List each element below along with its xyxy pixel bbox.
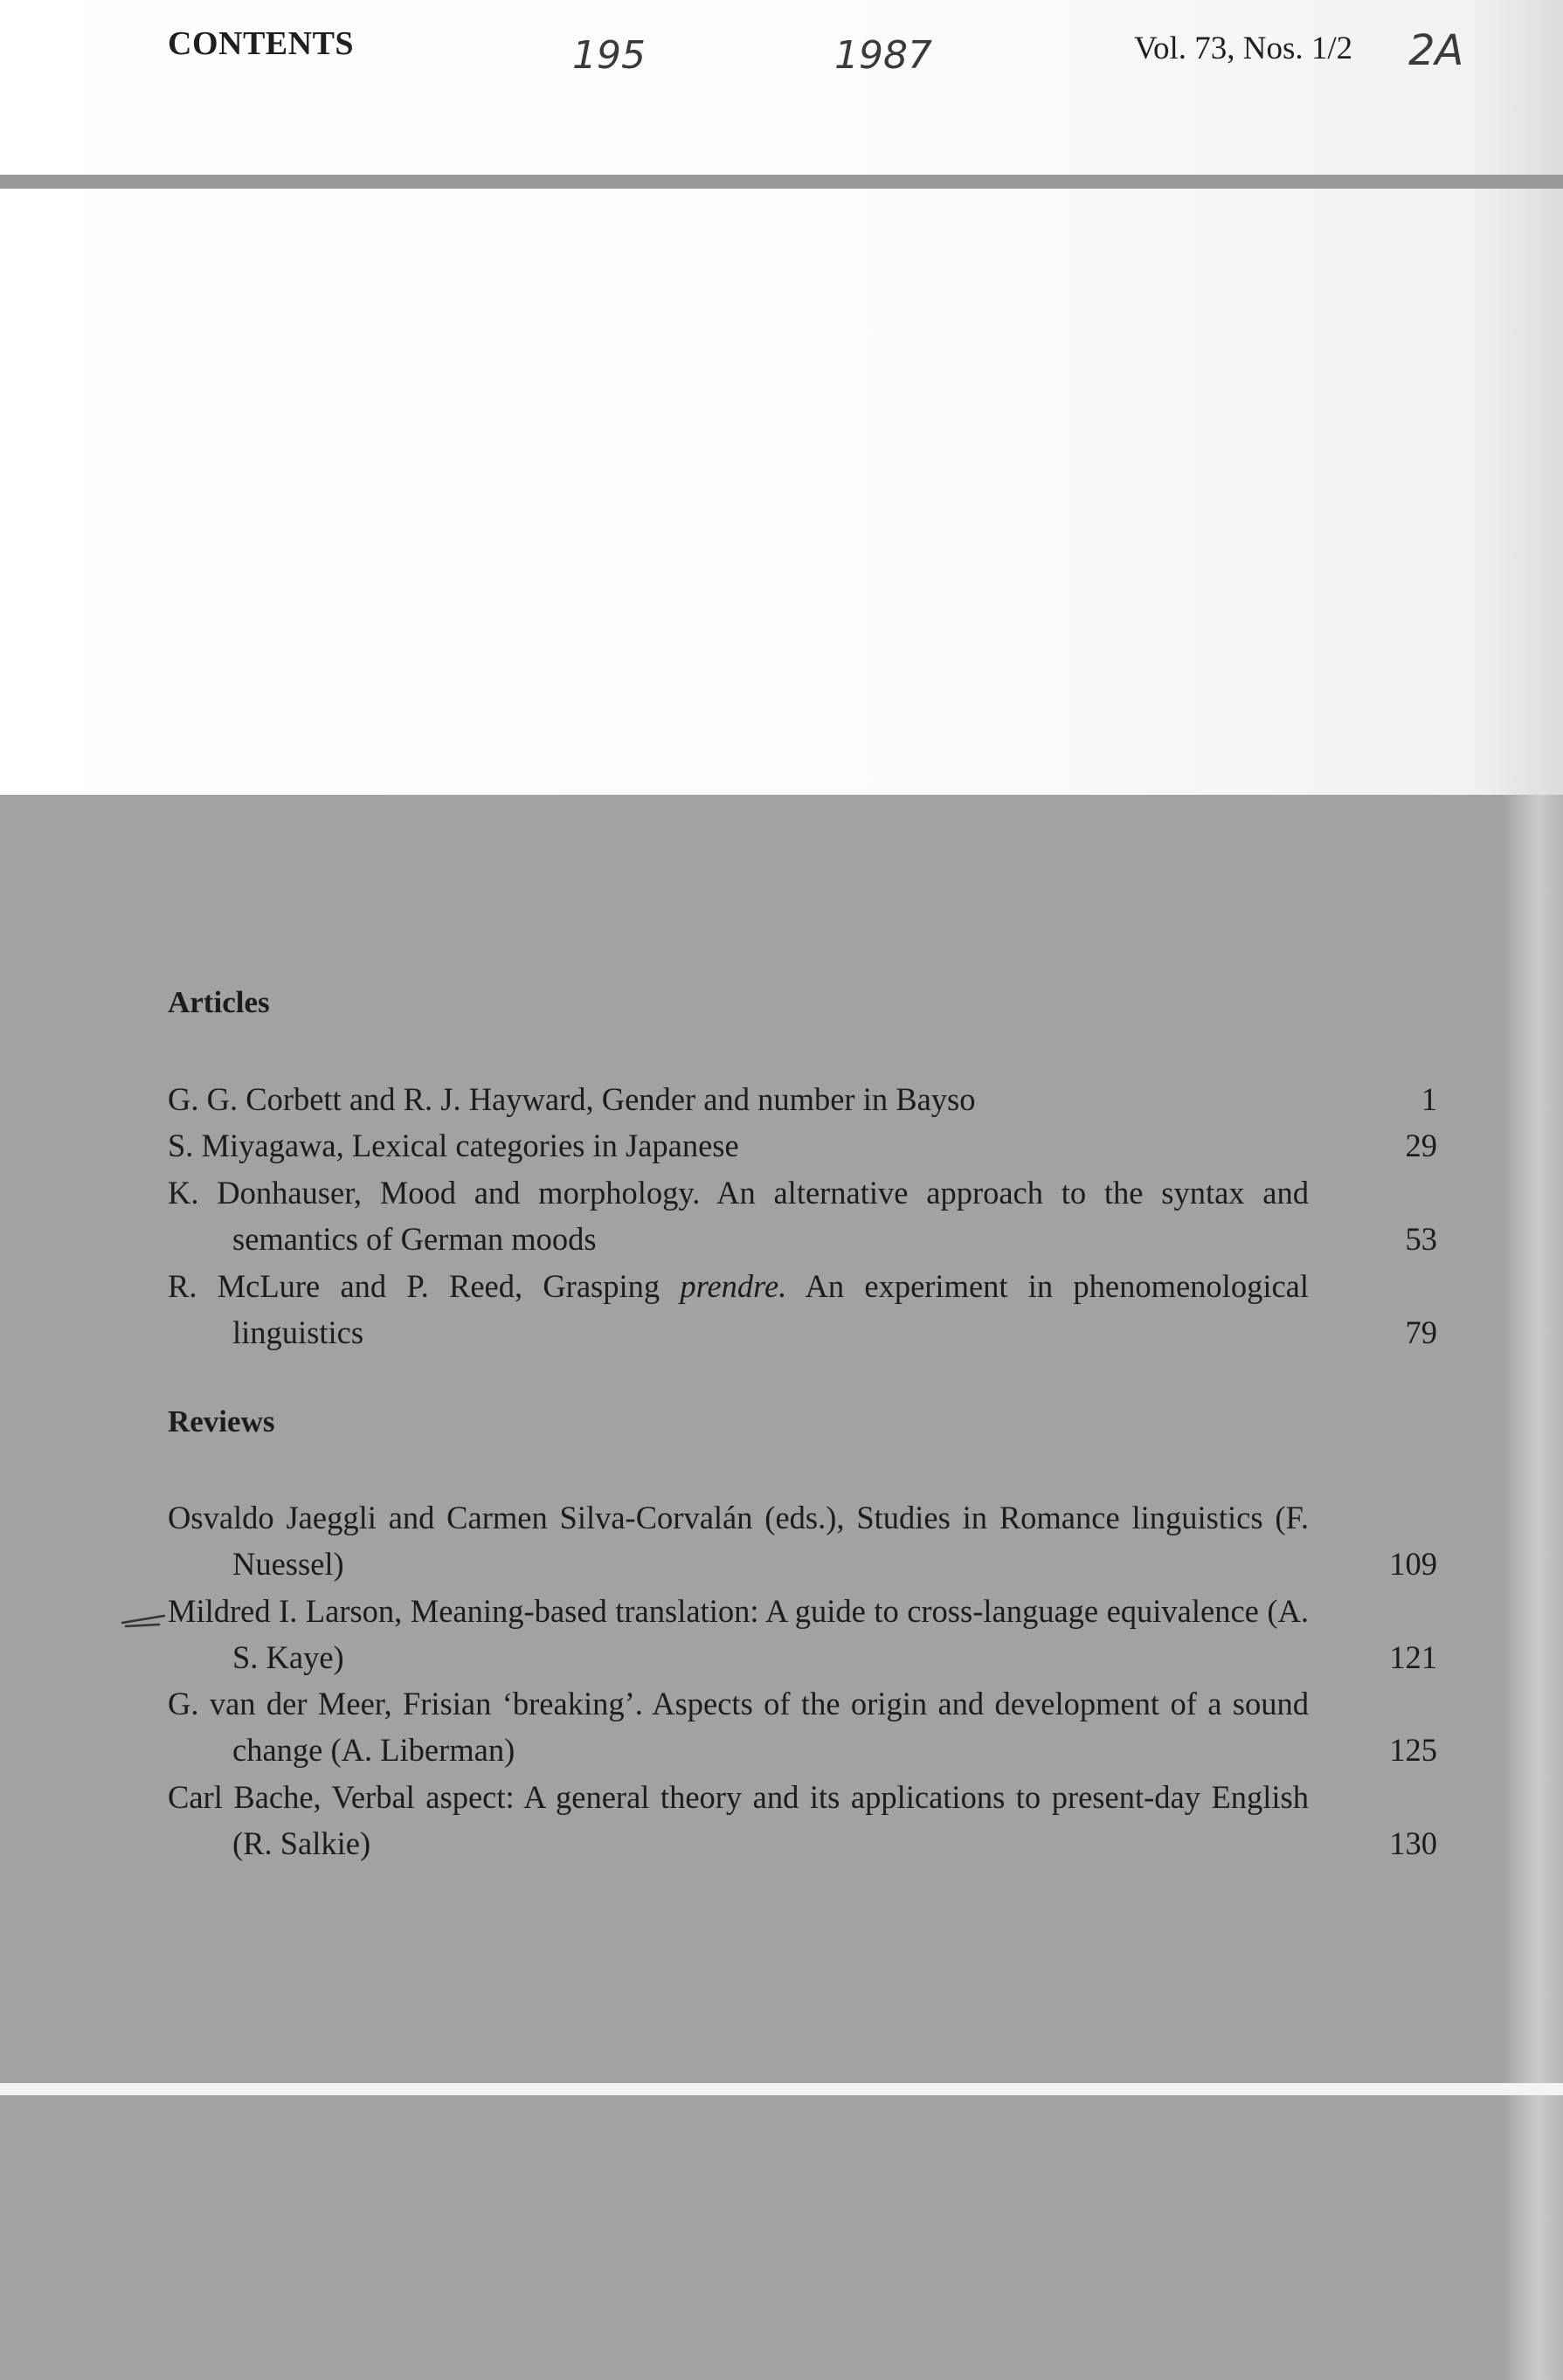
toc-entry-review-1 — [168, 1494, 1437, 1587]
toc-entry-title-emphasis: prendre. — [680, 1268, 787, 1304]
toc-page-number: 29 — [1405, 1128, 1437, 1163]
bottom-divider — [0, 2083, 1563, 2095]
top-white-band — [0, 0, 1563, 795]
handwritten-note-2: 1987 — [834, 33, 932, 78]
toc-entry-title: G. G. Corbett and R. J. Hayward, Gender and number in Bayso — [168, 1081, 976, 1117]
toc-entry-article-3 — [168, 1169, 1437, 1262]
toc-entry-article-4 — [168, 1263, 1437, 1356]
toc-page-number: 109 — [1389, 1546, 1437, 1582]
toc-entry-article-1 — [168, 1076, 1437, 1122]
toc-entry-title: K. Donhauser, Mood and morphology. An alternative approach to the syntax and semantics of German moods — [168, 1175, 1309, 1257]
toc-entry-title-end: An experiment in phenomenological linguistics — [232, 1268, 1309, 1350]
toc-entry-review-3 — [168, 1680, 1437, 1773]
toc-entry-article-2 — [168, 1122, 1437, 1169]
page-edge-shadow — [1502, 795, 1563, 2380]
volume-label: Vol. 73, Nos. 1/2 — [1134, 31, 1353, 66]
toc-page-number: 79 — [1405, 1314, 1437, 1350]
section-heading-reviews: Reviews — [168, 1404, 275, 1438]
toc-page-number: 130 — [1389, 1825, 1437, 1861]
toc-page-number: 125 — [1389, 1732, 1437, 1768]
toc-entry-title-start: R. McLure and P. Reed, Grasping — [168, 1268, 681, 1304]
toc-entry-title: Mildred I. Larson, Meaning-based translation: A guide to cross-language equivalence (A. S. Kaye) — [168, 1593, 1309, 1675]
handwritten-note-3: 2A — [1408, 26, 1464, 75]
page-title: CONTENTS — [168, 25, 355, 62]
toc-entry-title: G. van der Meer, Frisian ‘breaking’. Aspects of the origin and development of a sound change (A. Liberman) — [168, 1686, 1309, 1768]
toc-page-number: 121 — [1389, 1639, 1437, 1675]
toc-entry-title: Carl Bache, Verbal aspect: A general theory and its applications to present-day English (R. Salkie) — [168, 1779, 1309, 1861]
toc-page-number: 53 — [1405, 1221, 1437, 1257]
toc-entry-review-2 — [168, 1588, 1437, 1680]
toc-entry-review-4 — [168, 1774, 1437, 1866]
toc-entry-title — [168, 1263, 1309, 1356]
section-heading-articles: Articles — [168, 985, 270, 1019]
toc-entry-title: S. Miyagawa, Lexical categories in Japanese — [168, 1128, 739, 1163]
header-divider — [0, 175, 1563, 189]
toc-page-number: 1 — [1421, 1081, 1437, 1117]
toc-entry-title: Osvaldo Jaeggli and Carmen Silva-Corvalán (eds.), Studies in Romance linguistics (F. Nuessel) — [168, 1500, 1309, 1582]
handwritten-note-1: 195 — [572, 33, 646, 78]
